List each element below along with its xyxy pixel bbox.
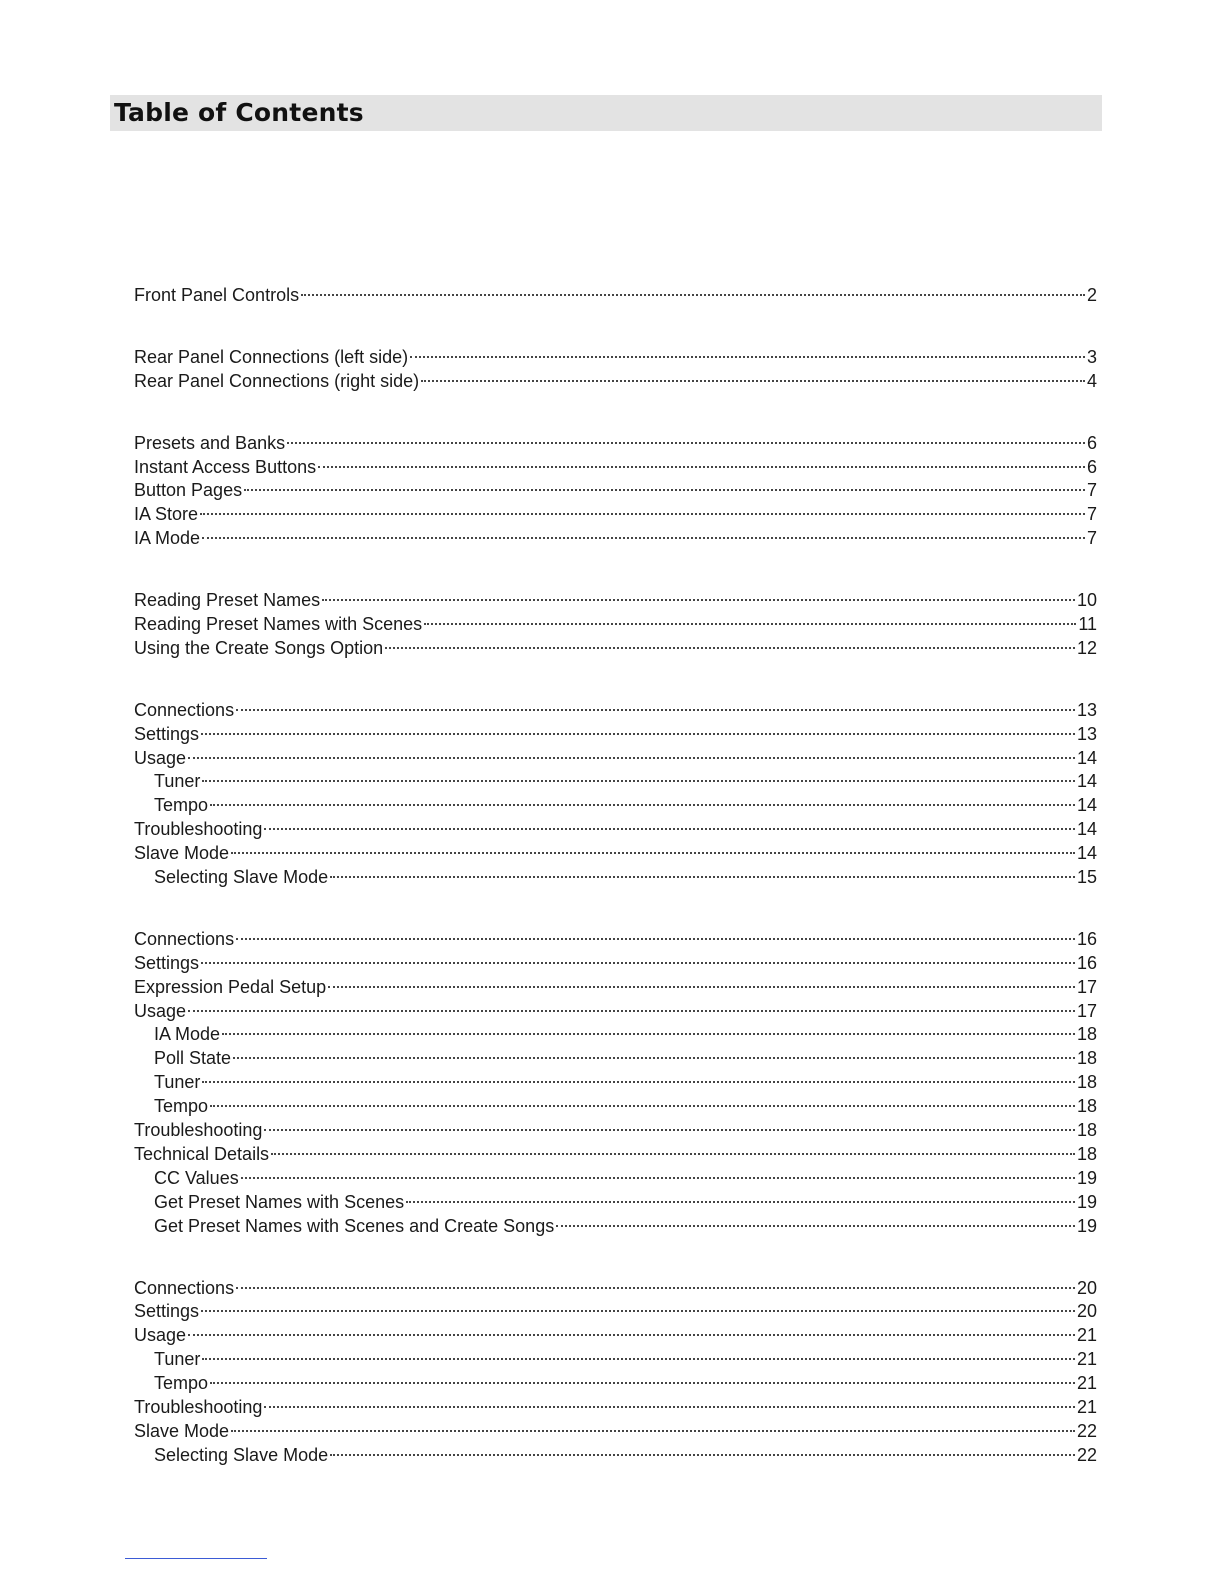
toc-dot-leader (318, 466, 1085, 468)
toc-entry-page-number: 22 (1076, 1444, 1097, 1465)
toc-entry[interactable] (134, 1119, 1097, 1143)
toc-entry-page-number: 19 (1076, 1191, 1097, 1212)
toc-entry[interactable] (134, 503, 1097, 527)
toc-dot-leader (264, 1406, 1075, 1408)
toc-entry-label: Technical Details (134, 1143, 270, 1164)
toc-dot-leader (210, 1382, 1075, 1384)
page-title: Table of Contents (114, 98, 364, 127)
toc-entry-label: Settings (134, 952, 200, 973)
toc-group (134, 1277, 1097, 1468)
toc-entry-label: Front Panel Controls (134, 285, 300, 305)
toc-entry-label: IA Store (134, 504, 199, 525)
toc-entry-page-number: 6 (1086, 456, 1097, 477)
toc-entry-page-number: 20 (1076, 1277, 1097, 1298)
toc-dot-leader (201, 733, 1075, 735)
toc-entry[interactable] (134, 866, 1097, 890)
toc-dot-leader (233, 1057, 1075, 1059)
toc-entry-label: Troubleshooting (134, 1396, 263, 1417)
toc-entry-label: Get Preset Names with Scenes (154, 1191, 405, 1212)
toc-entry-page-number: 11 (1078, 614, 1097, 635)
toc-dot-leader (236, 938, 1075, 940)
toc-entry-page-number: 6 (1086, 432, 1097, 453)
toc-entry-label: Rear Panel Connections (right side) (134, 370, 420, 391)
toc-entry-page-number: 19 (1076, 1167, 1097, 1188)
toc-dot-leader (202, 537, 1085, 539)
toc-dot-leader (301, 294, 1085, 296)
toc-entry[interactable] (134, 284, 1097, 308)
toc-entry[interactable] (134, 589, 1097, 613)
toc-entry-page-number: 16 (1076, 952, 1097, 973)
toc-dot-leader (222, 1033, 1075, 1035)
toc-entry-page-number: 17 (1076, 976, 1097, 997)
toc-entry-page-number: 13 (1076, 723, 1097, 744)
toc-entry-label: Tuner (154, 771, 201, 792)
toc-group (134, 589, 1097, 661)
toc-entry-page-number: 7 (1086, 480, 1097, 501)
toc-group (134, 432, 1097, 551)
toc-entry[interactable] (134, 842, 1097, 866)
toc-entry-page-number: 13 (1076, 699, 1097, 720)
toc-dot-leader (421, 380, 1085, 382)
toc-entry[interactable] (134, 1277, 1097, 1301)
toc-dot-leader (287, 442, 1085, 444)
toc-dot-leader (202, 1358, 1075, 1360)
toc-entry-page-number: 17 (1076, 1000, 1097, 1021)
toc-dot-leader (244, 489, 1085, 491)
toc-entry-page-number: 16 (1076, 928, 1097, 949)
toc-entry-label: Connections (134, 699, 235, 720)
toc-entry-label: Settings (134, 1301, 200, 1322)
toc-entry-label: Settings (134, 723, 200, 744)
toc-entry-page-number: 18 (1076, 1143, 1097, 1164)
toc-entry[interactable] (134, 637, 1097, 661)
toc-entry-label: Selecting Slave Mode (154, 1444, 329, 1465)
toc-entry-label: Instant Access Buttons (134, 456, 317, 477)
toc-entry-page-number: 18 (1076, 1024, 1097, 1045)
toc-entry[interactable] (134, 699, 1097, 723)
toc-entry-label: Button Pages (134, 480, 243, 501)
toc-entry-page-number: 18 (1076, 1120, 1097, 1141)
toc-entry-page-number: 21 (1076, 1325, 1097, 1346)
toc-entry-label: Get Preset Names with Scenes and Create Songs (154, 1215, 555, 1236)
toc-entry[interactable] (134, 1420, 1097, 1444)
toc-dot-leader (231, 1430, 1075, 1432)
toc-entry[interactable] (134, 747, 1097, 771)
toc-entry-page-number: 18 (1076, 1048, 1097, 1069)
toc-entry-label: Poll State (154, 1048, 232, 1069)
toc-dot-leader (200, 513, 1085, 515)
toc-dot-leader (330, 1454, 1075, 1456)
toc-entry-page-number: 19 (1076, 1215, 1097, 1236)
toc-entry-page-number: 14 (1076, 795, 1097, 816)
toc-entry-label: Usage (134, 1325, 187, 1346)
toc-dot-leader (271, 1153, 1075, 1155)
toc-dot-leader (410, 356, 1085, 358)
toc-entry-label: Usage (134, 1000, 187, 1021)
toc-entry-label: Slave Mode (134, 843, 230, 864)
toc-entry-page-number: 12 (1076, 637, 1097, 658)
toc-entry-page-number: 21 (1076, 1396, 1097, 1417)
toc-header-bar (110, 95, 1102, 131)
toc-dot-leader (231, 852, 1075, 854)
toc-dot-leader (328, 986, 1075, 988)
toc-entry-label: Expression Pedal Setup (134, 976, 327, 997)
toc-entry-label: Using the Create Songs Option (134, 637, 384, 658)
toc-entry[interactable] (134, 1348, 1097, 1372)
toc-entry-label: Reading Preset Names (134, 590, 321, 611)
toc-entry[interactable] (134, 1396, 1097, 1420)
toc-dot-leader (188, 757, 1075, 759)
toc-entry-page-number: 22 (1076, 1420, 1097, 1441)
toc-dot-leader (330, 876, 1075, 878)
toc-entry[interactable] (134, 1215, 1097, 1239)
toc-entry-label: Reading Preset Names with Scenes (134, 614, 423, 635)
toc-entry[interactable] (134, 1167, 1097, 1191)
toc-entry-page-number: 7 (1086, 504, 1097, 525)
toc-entry-page-number: 15 (1076, 867, 1097, 888)
toc-dot-leader (236, 709, 1075, 711)
toc-dot-leader (424, 623, 1076, 625)
toc-dot-leader (201, 1310, 1075, 1312)
toc-entry-page-number: 14 (1076, 747, 1097, 768)
toc-dot-leader (188, 1334, 1075, 1336)
toc-entry-page-number: 14 (1076, 771, 1097, 792)
toc-group (134, 928, 1097, 1239)
toc-entry-page-number: 14 (1076, 819, 1097, 840)
toc-entry[interactable] (134, 928, 1097, 952)
toc-entry[interactable] (134, 723, 1097, 747)
toc-entry[interactable] (134, 479, 1097, 503)
toc-entry[interactable] (134, 1444, 1097, 1468)
toc-entry-label: Slave Mode (134, 1420, 230, 1441)
toc-entry-label: IA Mode (134, 528, 201, 549)
toc-entry[interactable] (134, 456, 1097, 480)
toc-entry-page-number: 3 (1086, 346, 1097, 367)
toc-dot-leader (202, 1081, 1075, 1083)
toc-entry-label: CC Values (154, 1167, 239, 1188)
toc-entry[interactable] (134, 1143, 1097, 1167)
toc-dot-leader (210, 804, 1075, 806)
toc-entry[interactable] (134, 432, 1097, 456)
toc-entry[interactable] (134, 976, 1097, 1000)
toc-entry-page-number: 20 (1076, 1301, 1097, 1322)
toc-entry-page-number: 10 (1076, 590, 1097, 611)
toc-entry[interactable] (134, 1372, 1097, 1396)
toc-entry[interactable] (134, 613, 1097, 637)
toc-entry[interactable] (134, 1023, 1097, 1047)
toc-entry-label: Rear Panel Connections (left side) (134, 346, 409, 367)
toc-dot-leader (264, 1129, 1075, 1131)
toc-entry-label: Tuner (154, 1349, 201, 1370)
toc-entry-page-number: 7 (1086, 528, 1097, 549)
toc-dot-leader (210, 1105, 1075, 1107)
toc-entry-label: Tempo (154, 1096, 209, 1117)
toc-entry[interactable] (134, 1324, 1097, 1348)
toc-entry-page-number: 2 (1086, 285, 1097, 305)
toc-dot-leader (556, 1225, 1075, 1227)
toc-entry[interactable] (134, 1047, 1097, 1071)
toc-entry[interactable] (134, 770, 1097, 794)
toc-entry[interactable] (134, 370, 1097, 394)
toc-entry-page-number: 21 (1076, 1373, 1097, 1394)
toc-entry-page-number: 14 (1076, 843, 1097, 864)
toc-entry-label: Presets and Banks (134, 432, 286, 453)
toc-entry[interactable] (134, 527, 1097, 551)
toc-dot-leader (406, 1201, 1075, 1203)
toc-entry-label: Connections (134, 928, 235, 949)
toc-group (134, 699, 1097, 890)
toc-entry[interactable] (134, 952, 1097, 976)
toc-entry-label: Tempo (154, 1373, 209, 1394)
toc-entry-label: Troubleshooting (134, 819, 263, 840)
toc-entry-page-number: 4 (1086, 370, 1097, 391)
footer-divider (125, 1558, 267, 1559)
toc-entry[interactable] (134, 1071, 1097, 1095)
toc-entry-label: Usage (134, 747, 187, 768)
toc-entry[interactable] (134, 346, 1097, 370)
toc-group (134, 346, 1097, 394)
toc-dot-leader (322, 599, 1075, 601)
toc-entry[interactable] (134, 818, 1097, 842)
toc-dot-leader (385, 647, 1075, 649)
table-of-contents (134, 284, 1097, 1506)
toc-entry-label: Tempo (154, 795, 209, 816)
toc-entry-label: Selecting Slave Mode (154, 867, 329, 888)
toc-entry[interactable] (134, 794, 1097, 818)
toc-entry-label: Troubleshooting (134, 1120, 263, 1141)
toc-group (134, 284, 1097, 308)
toc-entry-page-number: 18 (1076, 1096, 1097, 1117)
toc-entry[interactable] (134, 1191, 1097, 1215)
toc-dot-leader (202, 780, 1075, 782)
toc-entry-label: Connections (134, 1277, 235, 1298)
toc-entry-label: IA Mode (154, 1024, 221, 1045)
toc-dot-leader (236, 1287, 1075, 1289)
toc-entry[interactable] (134, 1000, 1097, 1024)
toc-dot-leader (264, 828, 1075, 830)
toc-entry[interactable] (134, 1300, 1097, 1324)
toc-entry[interactable] (134, 1095, 1097, 1119)
toc-dot-leader (201, 962, 1075, 964)
toc-dot-leader (188, 1010, 1075, 1012)
toc-entry-page-number: 21 (1076, 1349, 1097, 1370)
toc-entry-label: Tuner (154, 1072, 201, 1093)
toc-entry-page-number: 18 (1076, 1072, 1097, 1093)
toc-dot-leader (241, 1177, 1075, 1179)
